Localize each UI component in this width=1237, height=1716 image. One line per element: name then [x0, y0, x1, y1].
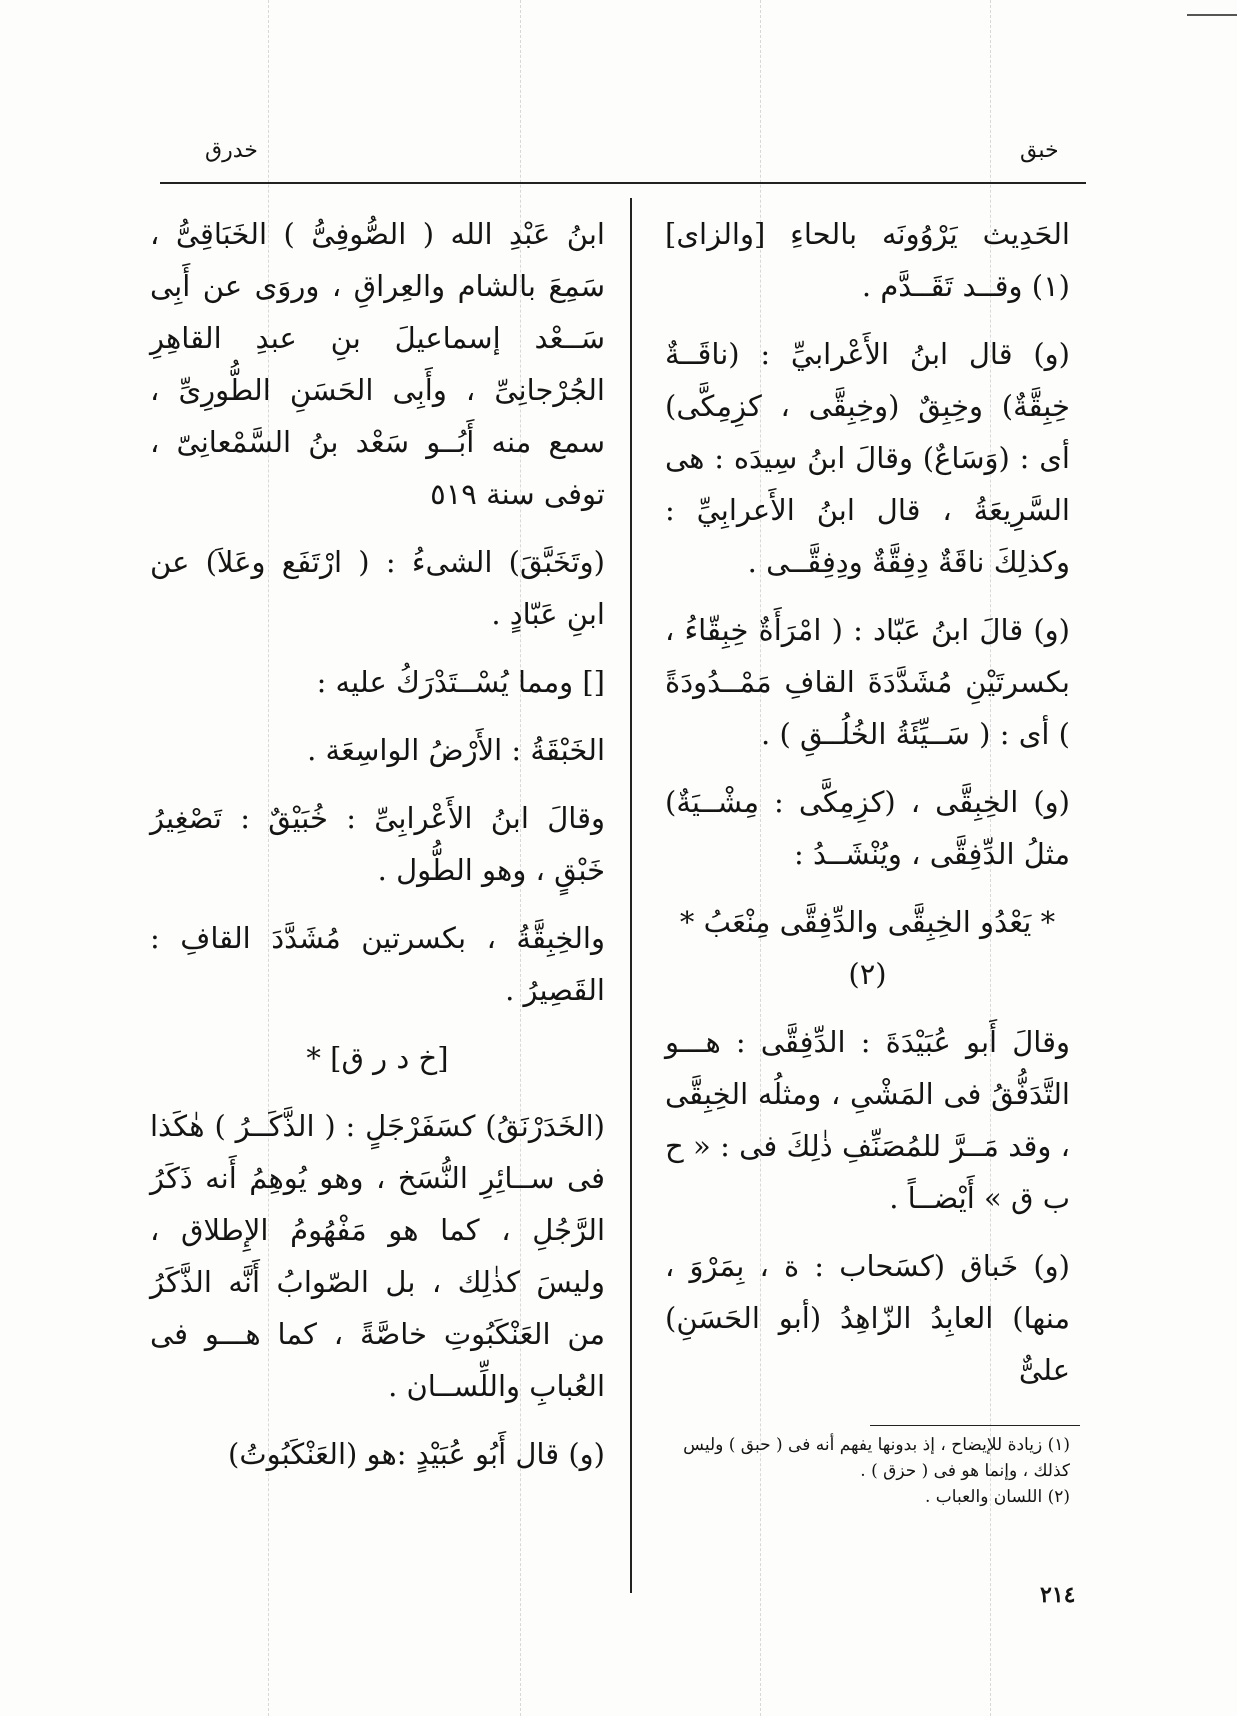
running-head-left: خدرق [205, 138, 258, 163]
left-column [150, 208, 605, 1496]
paragraph: (و) قال أَبُو عُبَيْدٍ :هو (العَنْكَبُوتُ) [228, 1437, 605, 1471]
column-divider [630, 198, 632, 1593]
paragraph: والخِبِقَّةُ ، بكسرتين مُشَدَّدَ القافِ : القَصِيرُ . [150, 921, 605, 1007]
footnotes [665, 1432, 1070, 1510]
paragraph: (وتَخَبَّقَ) الشىءُ : ( ارْتَفَع وعَلاَ) عن ابنِ عَبّادٍ . [150, 545, 605, 631]
header-rule [160, 182, 1086, 184]
paragraph: (و) خَباق (كسَحاب : ة ، بِمَرْوَ ، منها) العابِدُ الزّاهِدُ (أبو الحَسَنِ) علىٌّ [665, 1249, 1070, 1387]
paragraph: (و) الخِبِقَّى ، (كزِمِكَّى : مِشْــيَةٌ) مثلُ الدِّفِقَّى ، ويُنْشَــدُ : [665, 785, 1070, 871]
footnote: (٢) اللسان والعباب . [924, 1487, 1070, 1507]
paragraph: ابنُ عَبْدِ الله ( الصُّوفِىُّ ) الخَبَاقِىُّ ، سَمِعَ بالشام والعِراقِ ، وروَى عن أَبِى سَــعْد إسماعيلَ بنِ عبدِ القاهِرِ الجُرْجانِىِّ ، وأَبِى الحَسَنِ الطُّورِىِّ ، سمع منه أَبُــو سَعْد بنُ السَّمْعانِىّ ، توفى سنة ٥١٩ [150, 217, 605, 511]
paragraph: (الخَدَرْنَقُ) كسَفَرْجَلٍ : ( الذَّكَــرُ ) هٰكَذا فى ســائِرِ النُّسَخ ، وهو يُوهِمُ أَنه ذَكَرُ الرَّجُلِ ، كما هو مَفْهُومُ الإِطلاق ، وليسَ كذٰلِك ، بل الصّوابُ أَنَّه الذَّكَرُ من العَنْكَبُوتِ خاصَّةً ، كما هـــو فى العُبابِ واللِّســان . [150, 1109, 605, 1403]
paragraph: الحَدِيث يَرْوُونَه بالحاءِ [والزاى] (١) وقــد تَقَــدَّم . [665, 217, 1070, 303]
corner-mark [1187, 14, 1237, 16]
addendum-heading: [] ومما يُسْــتَدْرَكُ عليه : [316, 665, 605, 699]
page-number: ٢١٤ [1040, 1582, 1076, 1608]
paragraph: وقالَ أَبو عُبَيْدَةَ : الدِّفِقَّى : هـــو التَّدَفُّقُ فى المَشْىِ ، ومثلُه الخِبِقَّى ، وقد مَــرَّ للمُصَنِّفِ ذٰلِكَ فى : « ح ب ق » أَيْضــاً . [665, 1025, 1070, 1215]
paragraph: الخَبْقَةُ : الأَرْضُ الواسِعَة . [307, 733, 605, 767]
paragraph: (و) قالَ ابنُ عَبّاد : ( امْرَأَةٌ خِبِقّاءُ ، بكسرتَيْنِ مُشَدَّدَةَ القافِ مَمْــدُودَةً ) أى : ( سَــيِّئَةُ الخُلُــقِ ) . [665, 613, 1070, 751]
paragraph: (و) قال ابنُ الأَعْرابيِّ : (ناقَــةٌ خِبِقَّةٌ) وخِبِقٌ (وخِبِقَّى ، كزِمِكَّى) أى : (وَسَاعٌ) وقالَ ابنُ سِيدَه : هى السَّرِيعَةُ ، قال ابنُ الأَعرابِيِّ : وكذلِكَ ناقَةٌ دِفِقَّةٌ ودِفِقَّــى . [665, 337, 1070, 579]
verse-line: * يَعْدُو الخِبِقَّى والدِّفِقَّى مِنْعَبُ * (٢) [679, 905, 1056, 991]
root-heading: [خ د ر ق] * [306, 1041, 449, 1075]
footnote-rule [870, 1425, 1080, 1426]
paragraph: وقالَ ابنُ الأَعْرابِىِّ : خُبَيْقٌ : تَصْغِيرُ خَبْقٍ ، وهو الطُّول . [150, 801, 605, 887]
right-column [665, 208, 1070, 1412]
footnote: (١) زيادة للإيضاح ، إذ بدونها يفهم أنه فى ( حبق ) وليس كذلك ، وإنما هو فى ( حزق ) . [683, 1435, 1070, 1481]
running-head-right: خبق [1020, 138, 1059, 163]
